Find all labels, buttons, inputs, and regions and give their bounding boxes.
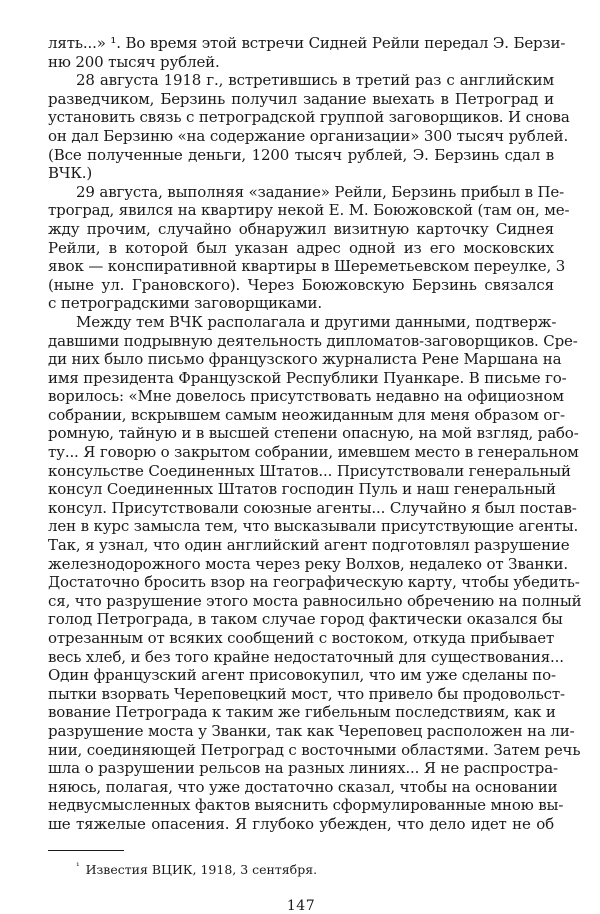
text-line: голод Петрограда, в таком случае город фактически оказался бы (48, 610, 563, 629)
text-line: ню 200 тысяч рублей. (48, 52, 220, 71)
paragraph (48, 71, 570, 183)
text-line: он дал Берзиню «на содержание организации» 300 тысяч рублей. (48, 126, 569, 145)
page-number: 147 (286, 897, 316, 914)
text-line: отрезанным от всяких сообщений с востоком, откуда прибывает (48, 629, 555, 647)
text-line: Так, я узнал, что один английский агент подготовлял разрушение (48, 536, 570, 555)
text-line: 29 августа, выполняя «задание» Рейли, Берзинь прибыл в Пе- (76, 182, 565, 201)
text-line: няюсь, полагая, что уже достаточно сказал, чтобы на основании (48, 777, 558, 796)
book-page (48, 34, 582, 914)
text-line: ся, что разрушение этого моста равносильно обречению на полный (48, 591, 582, 610)
paragraph (48, 312, 582, 834)
text-line: ворилось: «Мне довелось присутствовать недавно на официозном (48, 387, 564, 406)
text-line: явок — конспиративной квартиры в Шереметьевском переулке, 3 (48, 257, 566, 276)
text-line: собрании, вскрывшем самым неожиданным для меня образом ог- (48, 405, 565, 424)
text-line: 28 августа 1918 г., встретившись в третий раз с английским (76, 71, 554, 90)
footnote-text: Известия ВЦИК, 1918, 3 сентября. (85, 861, 318, 877)
text-line: Между тем ВЧК располагала и другими данными, подтверж- (76, 312, 557, 331)
text-line: ту... Я говорю о закрытом собрании, имевшем место в генеральном (48, 443, 579, 462)
text-line: недвусмысленных фактов выяснить сформулированные мною вы- (48, 796, 564, 815)
text-line: консул. Присутствовали союзные агенты... Случайно я был постав- (48, 498, 577, 517)
text-line: ВЧК.) (48, 164, 93, 183)
text-line: весь хлеб, и без того крайне недостаточный для существования... (48, 647, 564, 666)
paragraph (48, 182, 570, 313)
text-line: пытки взорвать Череповецкий мост, что привело бы продовольст- (48, 684, 565, 703)
text-line: с петроградскими заговорщиками. (48, 294, 322, 313)
paragraph (48, 34, 566, 71)
text-line: железнодорожного моста через реку Волхов, недалеко от Званки. (48, 554, 568, 573)
text-line: Достаточно бросить взор на географическую карту, чтобы убедить- (48, 573, 580, 592)
text-line: жду прочим, случайно обнаружил визитную карточку Сиднея (48, 219, 554, 238)
text-line: троград, явился на квартиру некой Е. М. Боюжовской (там он, ме- (48, 201, 570, 220)
text-line: давшими подрывную деятельность дипломатов-заговорщиков. Сре- (48, 331, 578, 350)
text-line: ди них было письмо французского журналиста Рене Маршана на (48, 350, 562, 369)
footnote-marker: ¹ (76, 861, 80, 872)
body-text (48, 34, 582, 834)
footnote-divider (48, 850, 124, 851)
text-line: Один французский агент присовокупил, что им уже сделаны по- (48, 666, 556, 685)
text-line: (Все полученные деньги, 1200 тысяч рублей, Э. Берзинь сдал в (48, 145, 554, 164)
footnote (48, 859, 554, 878)
text-line: лен в курс замысла тем, что высказывали присутствующие агенты. (48, 517, 579, 536)
text-line: шла о разрушении рельсов на разных линиях... Я не распростра- (48, 759, 558, 778)
text-line: лять...» ¹. Во время этой встречи Сидней Рейли передал Э. Берзи- (48, 34, 566, 52)
text-line: имя президента Французской Республики Пуанкаре. В письме го- (48, 368, 567, 387)
text-line: (ныне ул. Грановского). Через Боюжовскую Берзинь связался (48, 275, 554, 294)
text-line: установить связь с петроградской группой заговорщиков. И снова (48, 108, 570, 127)
text-line: ше тяжелые опасения. Я глубоко убежден, что дело идет не об (48, 814, 554, 833)
text-line: ромную, тайную и в высшей степени опасную, на мой взгляд, рабо- (48, 424, 579, 443)
text-line: консул Соединенных Штатов господин Пуль и наш генеральный (48, 480, 556, 499)
text-line: нии, соединяющей Петроград с восточными областями. Затем речь (48, 740, 581, 759)
text-line: вование Петрограда к таким же гибельным последствиям, как и (48, 703, 556, 722)
text-line: разведчиком, Берзинь получил задание выехать в Петроград и (48, 89, 554, 108)
text-line: разрушение моста у Званки, так как Череповец расположен на ли- (48, 721, 575, 740)
text-line: консульстве Соединенных Штатов... Присутствовали генеральный (48, 461, 571, 480)
text-line: Рейли, в которой был указан адрес одной из его московских (48, 238, 554, 257)
